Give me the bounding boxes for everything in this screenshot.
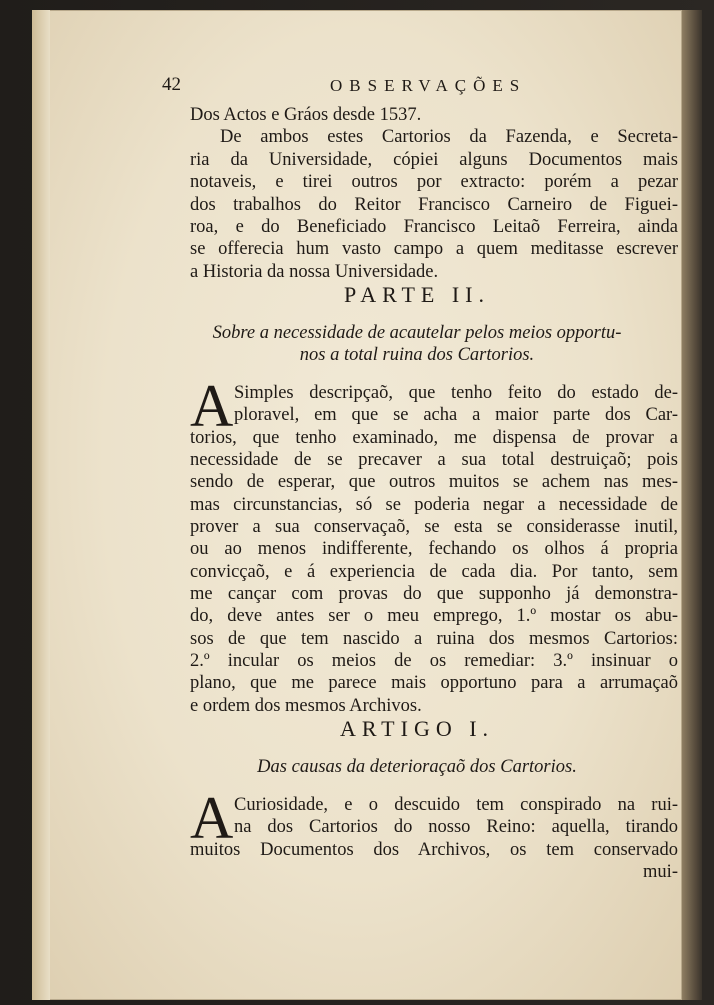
text-line: sos de que tem nascido a ruina dos mesmos Cartorios: bbox=[190, 629, 678, 649]
part-subtitle-line: nos a total ruina dos Cartorios. bbox=[299, 345, 535, 365]
text-line: se offerecia hum vasto campo a quem meditasse escrever bbox=[190, 239, 678, 259]
text-line: roa, e do Beneficiado Francisco Leitaõ Ferreira, ainda bbox=[190, 217, 678, 237]
text-line: me cançar com provas do que supponho já demonstra- bbox=[190, 584, 678, 604]
text-line: convicçaõ, e á experiencia de cada dia. Por tanto, sem bbox=[190, 562, 678, 582]
text-line: muitos Documentos dos Archivos, os tem conservado bbox=[190, 840, 678, 860]
running-head: OBSERVAÇÕES bbox=[330, 76, 527, 95]
text-line: sendo de esperar, que outros muitos se achem nas mes- bbox=[190, 472, 678, 492]
text-line: Simples descripçaõ, que tenho feito do estado de- bbox=[234, 383, 678, 403]
text-line: dos trabalhos do Reitor Francisco Carneiro de Figuei- bbox=[190, 195, 678, 215]
text-line: ou ao menos indifferente, fechando os olhos á propria bbox=[190, 539, 678, 559]
book-edge bbox=[682, 10, 702, 1000]
text-line: 2.º incular os meios de os remediar: 3.º insinuar o bbox=[190, 651, 678, 671]
drop-cap: A bbox=[190, 785, 234, 851]
text-line: necessidade de se precaver a sua total destruiçaõ; pois bbox=[190, 450, 678, 470]
text-line: mas circunstancias, só se poderia negar a necessidade de bbox=[190, 495, 678, 515]
text-line: prover a sua conservaçaõ, se esta se considerasse inutil, bbox=[190, 517, 678, 537]
text-line: Curiosidade, e o descuido tem conspirado na rui- bbox=[234, 795, 678, 815]
text-line: ria da Universidade, cópiei alguns Documentos mais bbox=[190, 150, 678, 170]
text-line: torios, que tenho examinado, me dispensa de provar a bbox=[190, 428, 678, 448]
article-subtitle: Das causas da deterioraçaõ dos Cartorios. bbox=[257, 757, 577, 777]
text-line: notaveis, e tirei outros por extracto: porém a pezar bbox=[190, 172, 678, 192]
page-header bbox=[152, 74, 682, 98]
drop-cap: A bbox=[190, 373, 234, 439]
text-line: a Historia da nossa Universidade. bbox=[190, 262, 439, 282]
text-line: Dos Actos e Gráos desde 1537. bbox=[190, 105, 422, 125]
part-subtitle-line: Sobre a necessidade de acautelar pelos meios opportu- bbox=[212, 323, 622, 343]
article-heading: ARTIGO I. bbox=[339, 716, 495, 741]
text-line: ploravel, em que se acha a maior parte dos Car- bbox=[234, 405, 678, 425]
text-line: De ambos estes Cartorios da Fazenda, e Secreta- bbox=[220, 127, 678, 147]
text-line: e ordem dos mesmos Archivos. bbox=[190, 696, 422, 716]
part-heading: PARTE II. bbox=[344, 282, 490, 307]
text-line: do, deve antes ser o meu emprego, 1.º mostar os abu- bbox=[190, 606, 678, 626]
catchword: mui- bbox=[643, 862, 678, 882]
text-line: plano, que me parece mais opportuno para a arrumaçaõ bbox=[190, 673, 678, 693]
page-number: 42 bbox=[162, 74, 181, 95]
text-line: na dos Cartorios do nosso Reino: aquella, tirando bbox=[234, 817, 678, 837]
